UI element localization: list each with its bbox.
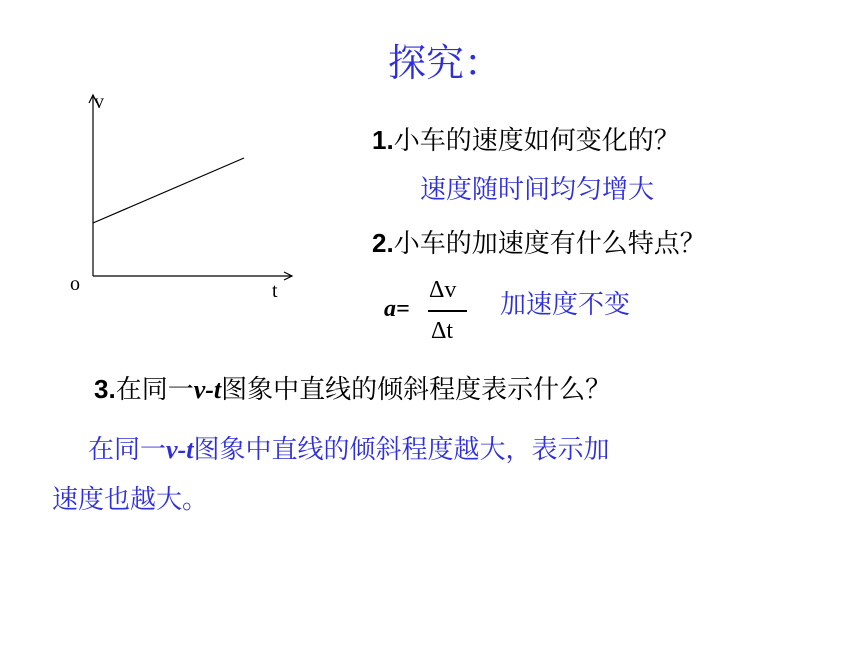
fraction-bar: [428, 310, 467, 312]
answer-3-line-2: 速度也越大。: [52, 485, 209, 515]
answer-3-vt: v-t: [166, 435, 194, 464]
axis-label-t: t: [272, 280, 278, 302]
answer-3-pre: 在同一: [88, 435, 167, 465]
question-3: [94, 376, 611, 403]
answer-1: 速度随时间均匀增大: [420, 175, 655, 205]
formula-lhs: a=: [384, 296, 410, 322]
question-2: [372, 230, 706, 257]
answer-3-line-1: [88, 437, 609, 463]
vt-graph: [60, 85, 310, 305]
slide-title: 探究：: [388, 41, 503, 85]
velocity-line: [93, 158, 244, 223]
answer-3-post: 图象中直线的倾斜程度越大，表示加: [193, 435, 610, 465]
formula-numerator: Δv: [429, 277, 457, 303]
question-1: [372, 127, 680, 154]
question-1-text: 小车的速度如何变化的？: [393, 126, 680, 156]
question-3-vt: v-t: [193, 375, 222, 404]
question-2-number: 2.: [372, 228, 394, 258]
answer-2-text: 加速度不变: [500, 290, 631, 320]
question-2-text: 小车的加速度有什么特点？: [393, 229, 706, 259]
formula-denominator: Δt: [431, 318, 454, 344]
question-3-pre: 在同一: [115, 375, 194, 405]
question-3-post: 图象中直线的倾斜程度表示什么？: [221, 375, 612, 405]
axis-label-v: v: [94, 91, 104, 113]
origin-label: o: [70, 273, 80, 295]
question-3-number: 3.: [94, 374, 116, 404]
question-1-number: 1.: [372, 125, 394, 155]
